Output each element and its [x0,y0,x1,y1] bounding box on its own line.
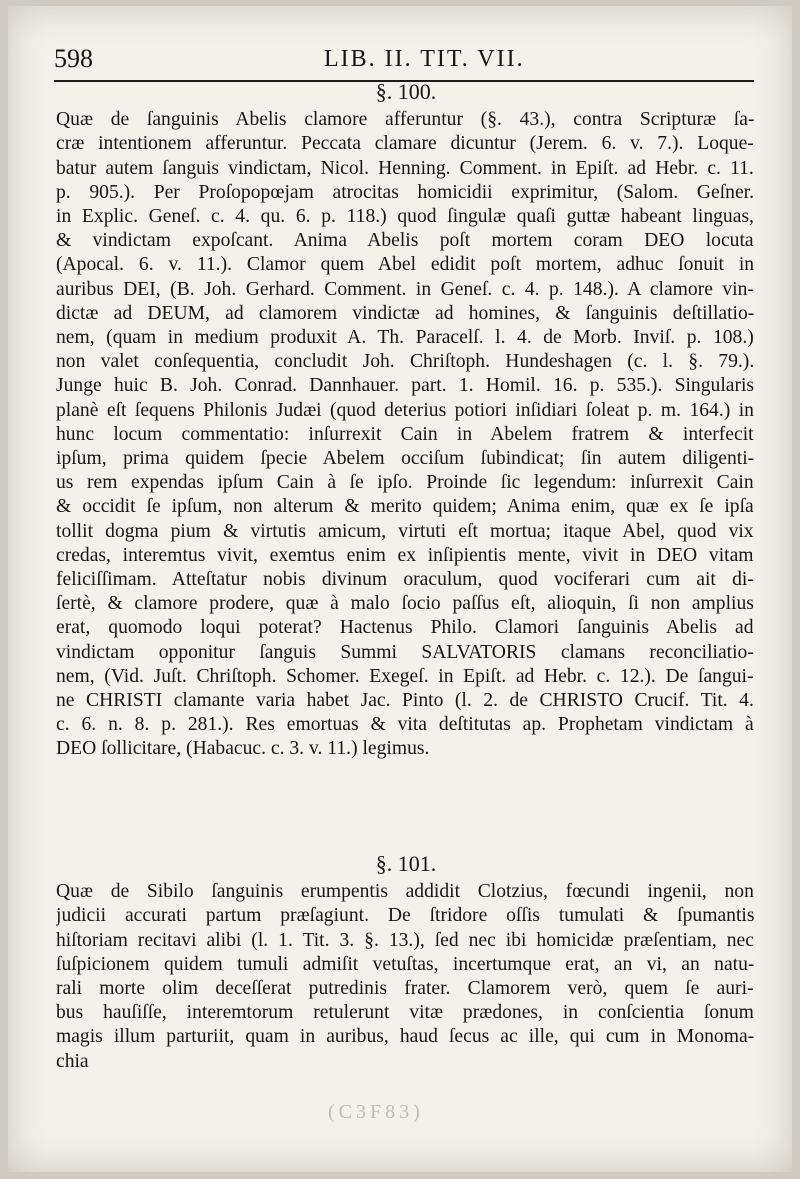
section-body [56,108,756,761]
text-line: (Apocal. 6. v. 11.). Clamor quem Abel edidit poſt mortem, adhuc ſonuit in [56,254,755,276]
text-line: & vindictam expoſcant. Anima Abelis poſt mortem coram DEO locuta [56,230,754,252]
bleed-through-text: (C3F83) [328,1101,424,1123]
text-line: non valet conſequentia, concludit Joh. Chriſtoph. Hundeshagen (c. l. §. 79.). [56,351,755,373]
text-line: ſertè, & clamore prodere, quæ à malo ſocio paſſus eſt, alioquin, ſi non amplius [56,593,754,615]
text-line: Quæ de ſanguinis Abelis clamore afferuntur (§. 43.), contra Scripturæ ſa- [56,109,755,131]
text-line: chia [56,1050,89,1072]
text-line: batur autem ſanguis vindictam, Nicol. Henning. Comment. in Epiſt. ad Hebr. c. 11. [56,157,754,179]
text-line: feliciſſimam. Atteſtatur nobis divinum oraculum, quod vociferari cum ait di- [56,569,754,591]
text-line: bus hauſiſſe, interemtorum retulerunt vitæ prædones, in conſcientia ſonum [56,1002,754,1024]
section-heading: §. 101. [375,851,437,876]
text-line: magis illum parturiit, quam in auribus, haud ſecus ac ille, qui cum in Monoma- [56,1026,755,1048]
text-line: planè eſt ſequens Philonis Judæi (quod deterius potiori inſidiari ſoleat p. m. 164.) in [56,399,754,421]
text-line: judicii accurati partum præſagiunt. De ſtridore oſſis tumulati & ſpumantis [56,905,755,927]
text-line: Junge huic B. Joh. Conrad. Dannhauer. part. 1. Homil. 16. p. 535.). Singularis [56,375,755,397]
text-line: dictæ ad DEUM, ad clamorem vindictæ ad homines, & ſanguinis deſtillatio- [56,302,755,324]
text-line: Quæ de Sibilo ſanguinis erumpentis addidit Clotzius, fœcundi ingenii, non [56,881,754,903]
text-line: nem, (Vid. Juſt. Chriſtoph. Schomer. Exegeſ. in Epiſt. ad Hebr. c. 12.). De ſangui- [56,665,754,687]
running-head: LIB. II. TIT. VII. [324,46,525,72]
text-line: ne CHRISTI clamante varia habet Jac. Pinto (l. 2. de CHRISTO Crucif. Tit. 4. [56,690,754,712]
section-heading: §. 100. [375,79,437,104]
section-101 [56,852,756,1074]
text-line: rali morte olim deceſſerat putredinis frater. Clamorem verò, quem ſe auri- [56,978,754,1000]
text-line: nem, (quam in medium produxit A. Th. Paracelſ. l. 4. de Morb. Inviſ. p. 108.) [56,327,754,349]
page-header [54,40,754,82]
text-line: & occidit ſe ipſum, non alterum & merito quidem; Anima enim, quæ ex ſe ipſa [56,496,754,518]
text-line: cræ intentionem afferuntur. Peccata clamare dicuntur (Jerem. 6. v. 7.). Loque- [56,133,754,155]
section-body [56,880,756,1074]
text-line: vindictam opponitur ſanguis Summi SALVATORIS clamans reconciliatio- [56,641,754,663]
section-100 [56,80,756,762]
text-line: tollit dogma pium & virtutis amicum, virtuti eſt mortua; itaque Abel, quod vix [56,520,754,542]
text-line: ſuſpicionem quidem tumuli admiſit vetuſtas, incertumque erat, an vi, an natu- [56,953,755,975]
text-line: in Explic. Geneſ. c. 4. qu. 6. p. 118.) quod ſingulæ quaſi guttæ habeant linguas, [56,206,754,228]
text-line: p. 905.). Per Proſopopœjam atrocitas homicidii exprimitur, (Salom. Geſner. [56,181,755,203]
text-line: auribus DEI, (B. Joh. Gerhard. Comment. in Geneſ. c. 4. p. 148.). A clamore vin- [56,278,754,300]
text-line: ipſum, prima quidem ſpecie Abelem occiſum ſubindicat; ſin autem diligenti- [56,448,755,470]
text-line: DEO ſollicitare, (Habacuc. c. 3. v. 11.) legimus. [56,738,430,760]
text-line: hunc locum commentatio: inſurrexit Cain in Abelem fratrem & interfecit [56,423,754,445]
text-line: hiſtoriam recitavi alibi (l. 1. Tit. 3. §. 13.), ſed nec ibi homicidæ præſentiam, nec [56,929,754,951]
text-line: us rem expendas ipſum Cain à ſe ipſo. Proinde ſic legendum: inſurrexit Cain [56,472,754,494]
page-number: 598 [54,44,93,73]
text-line: credas, interemtus vivit, exemtus enim ex inſipientis mente, vivit in DEO vitam [56,544,754,566]
book-page [8,6,792,1172]
text-line: erat, quomodo loqui poterat? Hactenus Philo. Clamori ſanguinis Abelis ad [56,617,754,639]
text-line: c. 6. n. 8. p. 281.). Res emortuas & vita deſtitutas ap. Prophetam vindictam à [56,714,754,736]
